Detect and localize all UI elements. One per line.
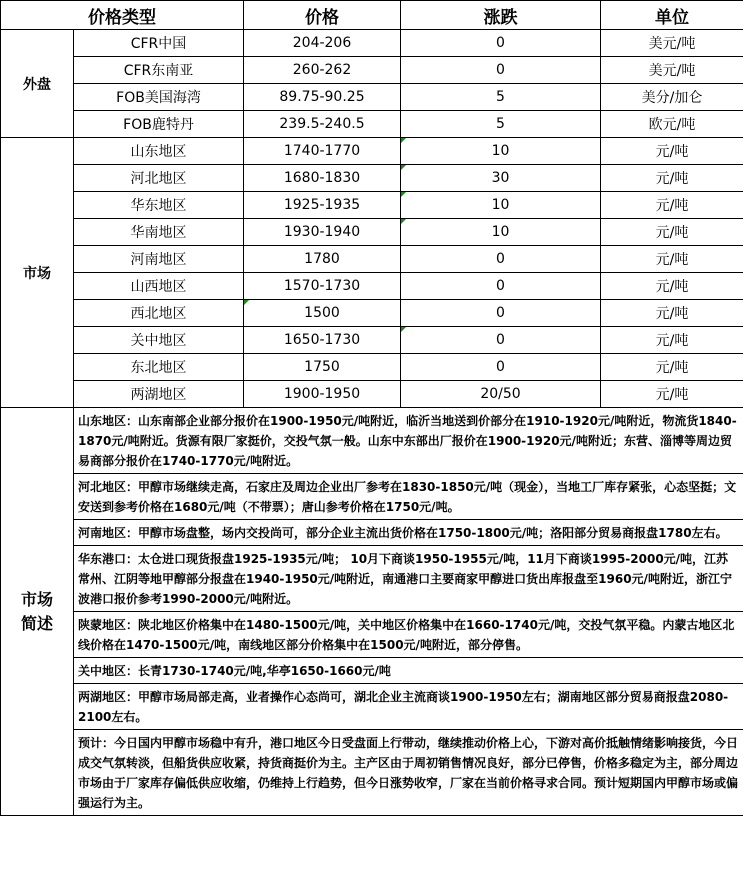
summary-row xyxy=(1,658,743,684)
row-name: 华东地区 xyxy=(74,192,244,219)
row-price: 239.5-240.5 xyxy=(244,111,401,138)
row-unit: 元/吨 xyxy=(601,300,743,327)
header-price: 价格 xyxy=(244,1,401,30)
summary-note: 陕蒙地区：陕北地区价格集中在1480-1500元/吨，关中地区价格集中在1660-1740元/吨，交投气氛平稳。内蒙古地区北线价格在1470-1500元/吨，南线地区部分价格集中在1500元/吨附近，部分停售。 xyxy=(74,612,743,658)
summary-note: 山东地区：山东南部企业部分报价在1900-1950元/吨附近，临沂当地送到价部分在1910-1920元/吨附近，物流货1840-1870元/吨附近。货源有限厂家挺价，交投气氛一般。山东中东部出厂报价在1900-1920元/吨附近；东营、淄博等周边贸易商部分报价在1740-1770元/吨附近。 xyxy=(74,408,743,474)
row-price: 89.75-90.25 xyxy=(244,84,401,111)
row-unit: 美元/吨 xyxy=(601,30,743,57)
row-unit: 元/吨 xyxy=(601,138,743,165)
table-row xyxy=(1,300,743,327)
row-price: 204-206 xyxy=(244,30,401,57)
row-change: 10 xyxy=(401,219,601,246)
row-name: 山西地区 xyxy=(74,273,244,300)
row-unit: 元/吨 xyxy=(601,165,743,192)
table-row xyxy=(1,327,743,354)
row-price: 1780 xyxy=(244,246,401,273)
table-row xyxy=(1,381,743,408)
row-change: 10 xyxy=(401,138,601,165)
summary-note: 两湖地区：甲醇市场局部走高，业者操作心态尚可，湖北企业主流商谈1900-1950左右；湖南地区部分贸易商报盘2080-2100左右。 xyxy=(74,684,743,730)
row-unit: 元/吨 xyxy=(601,327,743,354)
row-name: FOB美国海湾 xyxy=(74,84,244,111)
row-change: 5 xyxy=(401,84,601,111)
row-name: 东北地区 xyxy=(74,354,244,381)
row-name: 河南地区 xyxy=(74,246,244,273)
row-price: 1740-1770 xyxy=(244,138,401,165)
summary-row xyxy=(1,546,743,612)
header-price-type: 价格类型 xyxy=(1,1,244,30)
row-name: 关中地区 xyxy=(74,327,244,354)
row-price: 260-262 xyxy=(244,57,401,84)
row-name: CFR中国 xyxy=(74,30,244,57)
summary-note: 华东港口：太仓进口现货报盘1925-1935元/吨； 10月下商谈1950-1955元/吨，11月下商谈1995-2000元/吨，江苏常州、江阴等地甲醇部分报盘在1940-1950元/吨附近，南通港口主要商家甲醇进口货出库报盘至1960元/吨附近，浙江宁波港口报价参考1990-2000元/吨附近。 xyxy=(74,546,743,612)
row-unit: 欧元/吨 xyxy=(601,111,743,138)
row-unit: 元/吨 xyxy=(601,219,743,246)
summary-note: 河北地区：甲醇市场继续走高，石家庄及周边企业出厂参考在1830-1850元/吨（现金），当地工厂库存紧张，心态坚挺；文安送到参考价格在1680元/吨（不带票）；唐山参考价格在1750元/吨。 xyxy=(74,474,743,520)
table-row xyxy=(1,165,743,192)
row-change: 0 xyxy=(401,327,601,354)
row-name: 两湖地区 xyxy=(74,381,244,408)
row-price: 1570-1730 xyxy=(244,273,401,300)
row-change: 10 xyxy=(401,192,601,219)
table-row xyxy=(1,246,743,273)
summary-row xyxy=(1,474,743,520)
row-name: 河北地区 xyxy=(74,165,244,192)
row-change: 0 xyxy=(401,273,601,300)
summary-row xyxy=(1,520,743,546)
row-change: 20/50 xyxy=(401,381,601,408)
summary-note: 河南地区：甲醇市场盘整，场内交投尚可，部分企业主流出货价格在1750-1800元/吨；洛阳部分贸易商报盘1780左右。 xyxy=(74,520,743,546)
table-row xyxy=(1,219,743,246)
row-unit: 元/吨 xyxy=(601,246,743,273)
group-label-summary: 市场 简述 xyxy=(1,408,74,816)
row-name: CFR东南亚 xyxy=(74,57,244,84)
row-change: 0 xyxy=(401,57,601,84)
summary-note: 预计：今日国内甲醇市场稳中有升，港口地区今日受盘面上行带动，继续推动价格上心，下游对高价抵触情绪影响接货，今日成交气氛转淡，但船货供应收紧，持货商挺价为主。主产区由于周初销售情况良好，部分已停售，价格多稳定为主，部分周边市场由于厂家库存偏低供应收缩，仍维持上行趋势，但今日涨势收窄，厂家在当前价格寻求合同。预计短期国内甲醇市场或偏强运行为主。 xyxy=(74,730,743,816)
row-unit: 美元/吨 xyxy=(601,57,743,84)
summary-row xyxy=(1,684,743,730)
row-name: 山东地区 xyxy=(74,138,244,165)
table-row xyxy=(1,273,743,300)
table-row xyxy=(1,111,743,138)
row-price: 1650-1730 xyxy=(244,327,401,354)
row-unit: 美分/加仑 xyxy=(601,84,743,111)
table-row xyxy=(1,57,743,84)
row-change: 0 xyxy=(401,30,601,57)
table-row xyxy=(1,84,743,111)
row-change: 0 xyxy=(401,354,601,381)
summary-note: 关中地区：长青1730-1740元/吨,华亭1650-1660元/吨 xyxy=(74,658,743,684)
header-row xyxy=(1,1,743,30)
row-change: 0 xyxy=(401,246,601,273)
summary-row xyxy=(1,730,743,816)
summary-row xyxy=(1,408,743,474)
table-row xyxy=(1,192,743,219)
table-row xyxy=(1,354,743,381)
row-price: 1925-1935 xyxy=(244,192,401,219)
table-row xyxy=(1,138,743,165)
header-unit: 单位 xyxy=(601,1,743,30)
row-unit: 元/吨 xyxy=(601,273,743,300)
row-unit: 元/吨 xyxy=(601,354,743,381)
row-change: 0 xyxy=(401,300,601,327)
row-price: 1900-1950 xyxy=(244,381,401,408)
group-label-external: 外盘 xyxy=(1,30,74,138)
row-price: 1500 xyxy=(244,300,401,327)
table-row xyxy=(1,30,743,57)
row-unit: 元/吨 xyxy=(601,381,743,408)
summary-row xyxy=(1,612,743,658)
row-name: 西北地区 xyxy=(74,300,244,327)
row-price: 1930-1940 xyxy=(244,219,401,246)
row-name: 华南地区 xyxy=(74,219,244,246)
group-label-market: 市场 xyxy=(1,138,74,408)
row-price: 1750 xyxy=(244,354,401,381)
row-change: 5 xyxy=(401,111,601,138)
row-name: FOB鹿特丹 xyxy=(74,111,244,138)
row-unit: 元/吨 xyxy=(601,192,743,219)
header-change: 涨跌 xyxy=(401,1,601,30)
row-change: 30 xyxy=(401,165,601,192)
row-price: 1680-1830 xyxy=(244,165,401,192)
